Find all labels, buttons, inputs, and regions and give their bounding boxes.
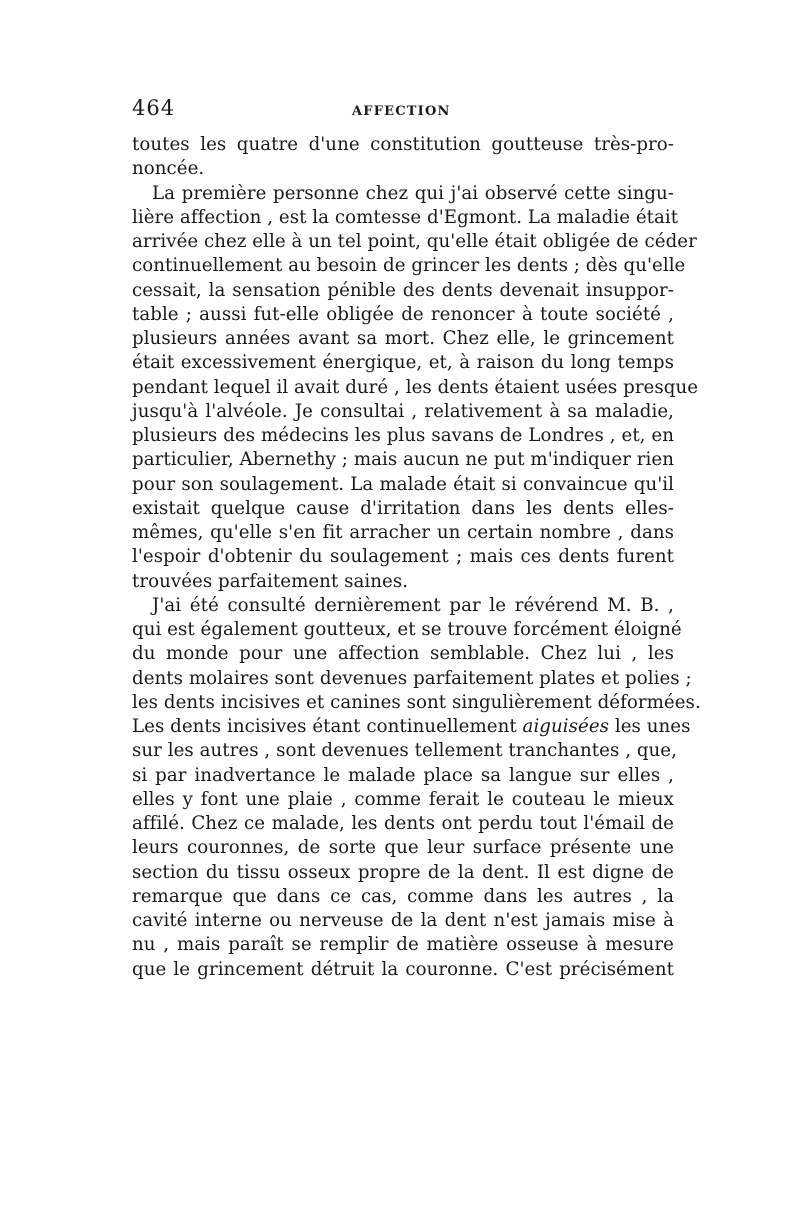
text-line: pour son soulagement. La malade était si convaincue qu'il — [132, 473, 674, 495]
text-line: affilé. Chez ce malade, les dents ont perdu tout l'émail de — [132, 813, 674, 834]
text-line: La première personne chez qui j'ai observé cette singu- — [152, 182, 674, 204]
text-line: table ; aussi fut-elle obligée de renoncer à toute société , — [132, 303, 674, 325]
text-line: arrivée chez elle à un tel point, qu'elle était obligée de céder — [132, 231, 697, 252]
text-line: sur les autres , sont devenues tellement tranchantes , que, — [132, 740, 677, 762]
text-line: lière affection , est la comtesse d'Egmont. La maladie était — [132, 206, 679, 228]
text-line: noncée. — [132, 158, 205, 180]
emphasized-word: aiguisées — [522, 716, 610, 737]
text-segment: les unes — [609, 716, 691, 737]
text-line: continuellement au besoin de grincer les dents ; dès qu'elle — [132, 255, 686, 277]
text-line: existait quelque cause d'irritation dans les dents elles- — [132, 497, 674, 519]
text-line: cavité interne ou nerveuse de la dent n'est jamais mise à — [132, 910, 674, 931]
text-line — [132, 715, 691, 739]
text-line: cessait, la sensation pénible des dents devenait insuppor- — [132, 279, 674, 301]
text-line: section du tissu osseux propre de la dent. Il est digne de — [132, 861, 674, 883]
text-line: leurs couronnes, de sorte que leur surface présente une — [132, 837, 674, 859]
text-line: particulier, Abernethy ; mais aucun ne put m'indiquer rien — [132, 449, 674, 471]
text-line: dents molaires sont devenues parfaitement plates et polies ; — [132, 667, 692, 689]
text-segment: Les dents incisives étant continuellement — [132, 716, 517, 737]
text-line: pendant lequel il avait duré , les dents étaient usées presque — [132, 376, 699, 398]
running-head: AFFECTION — [352, 104, 451, 119]
text-line: nu , mais paraît se remplir de matière osseuse à mesure — [132, 934, 674, 956]
text-line: mêmes, qu'elle s'en fit arracher un certain nombre , dans — [132, 522, 674, 543]
text-line: les dents incisives et canines sont singulièrement déformées. — [132, 691, 701, 713]
text-line: jusqu'à l'alvéole. Je consultai , relativement à sa maladie, — [132, 400, 674, 422]
text-line: qui est également goutteux, et se trouve forcément éloigné — [132, 619, 682, 640]
text-line: si par inadvertance le malade place sa langue sur elles , — [132, 764, 674, 786]
body-text — [132, 133, 701, 982]
text-line: l'espoir d'obtenir du soulagement ; mais ces dents furent — [132, 546, 674, 568]
text-line: était excessivement énergique, et, à raison du long temps — [132, 352, 674, 374]
text-line: J'ai été consulté dernièrement par le révérend M. B. , — [152, 594, 674, 616]
text-line: plusieurs des médecins les plus savans de Londres , et, en — [132, 425, 674, 446]
text-line: toutes les quatre d'une constitution goutteuse très-pro- — [132, 134, 674, 155]
text-line: du monde pour une affection semblable. Chez lui , les — [132, 643, 674, 665]
text-line: remarque que dans ce cas, comme dans les autres , la — [132, 885, 674, 907]
text-line: elles y font une plaie , comme ferait le couteau le mieux — [132, 788, 674, 810]
text-line: que le grincement détruit la couronne. C'est précisément — [132, 958, 674, 980]
page-header — [132, 96, 672, 126]
page-number: 464 — [132, 96, 176, 120]
text-line: plusieurs années avant sa mort. Chez elle, le grincement — [132, 328, 674, 349]
text-line: trouvées parfaitement saines. — [132, 570, 409, 592]
